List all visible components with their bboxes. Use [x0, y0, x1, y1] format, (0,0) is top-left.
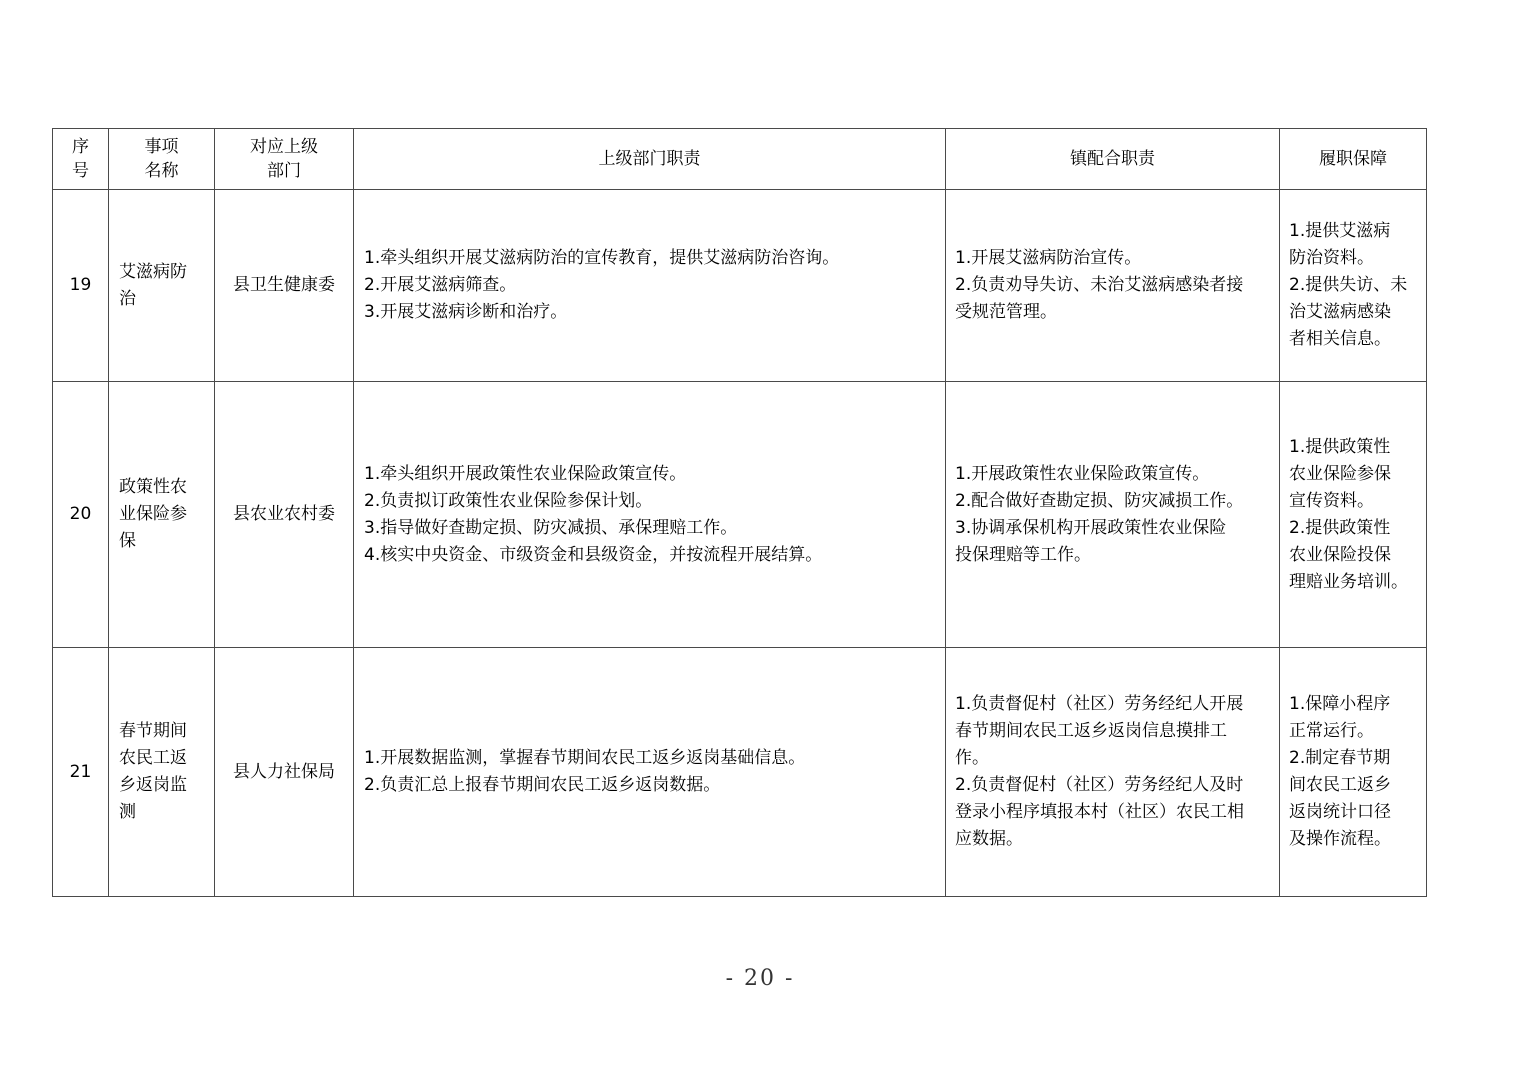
duty-table [52, 128, 1427, 897]
table-row [53, 648, 1427, 897]
row-name: 政策性农 业保险参 保 [109, 382, 215, 648]
header-duty: 上级部门职责 [354, 129, 946, 190]
row-idx: 21 [53, 648, 109, 897]
row-name: 春节期间 农民工返 乡返岗监 测 [109, 648, 215, 897]
row-town: 1.开展政策性农业保险政策宣传。 2.配合做好查勘定损、防灾减损工作。 3.协调承保机构开展政策性农业保险 投保理赔等工作。 [946, 382, 1280, 648]
row-duty: 1.开展数据监测，掌握春节期间农民工返乡返岗基础信息。 2.负责汇总上报春节期间农民工返乡返岗数据。 [354, 648, 946, 897]
row-guarantee: 1.提供艾滋病 防治资料。 2.提供失访、未 治艾滋病感染 者相关信息。 [1280, 190, 1427, 382]
table-row [53, 190, 1427, 382]
row-dept: 县农业农村委 [215, 382, 354, 648]
header-guarantee: 履职保障 [1280, 129, 1427, 190]
row-dept: 县人力社保局 [215, 648, 354, 897]
row-guarantee: 1.保障小程序 正常运行。 2.制定春节期 间农民工返乡 返岗统计口径 及操作流程。 [1280, 648, 1427, 897]
row-guarantee: 1.提供政策性 农业保险参保 宣传资料。 2.提供政策性 农业保险投保 理赔业务培训。 [1280, 382, 1427, 648]
header-row [53, 129, 1427, 190]
row-dept: 县卫生健康委 [215, 190, 354, 382]
row-town: 1.开展艾滋病防治宣传。 2.负责劝导失访、未治艾滋病感染者接 受规范管理。 [946, 190, 1280, 382]
row-duty: 1.牵头组织开展政策性农业保险政策宣传。 2.负责拟订政策性农业保险参保计划。 3.指导做好查勘定损、防灾减损、承保理赔工作。 4.核实中央资金、市级资金和县级资金，并按流程开展结算。 [354, 382, 946, 648]
header-town: 镇配合职责 [946, 129, 1280, 190]
row-idx: 20 [53, 382, 109, 648]
header-dept: 对应上级 部门 [215, 129, 354, 190]
table-row [53, 382, 1427, 648]
row-duty: 1.牵头组织开展艾滋病防治的宣传教育，提供艾滋病防治咨询。 2.开展艾滋病筛查。 3.开展艾滋病诊断和治疗。 [354, 190, 946, 382]
header-name: 事项 名称 [109, 129, 215, 190]
row-idx: 19 [53, 190, 109, 382]
page-number: - 20 - [725, 966, 795, 991]
row-town: 1.负责督促村（社区）劳务经纪人开展 春节期间农民工返乡返岗信息摸排工 作。 2.负责督促村（社区）劳务经纪人及时 登录小程序填报本村（社区）农民工相 应数据。 [946, 648, 1280, 897]
row-name: 艾滋病防 治 [109, 190, 215, 382]
header-idx: 序 号 [53, 129, 109, 190]
